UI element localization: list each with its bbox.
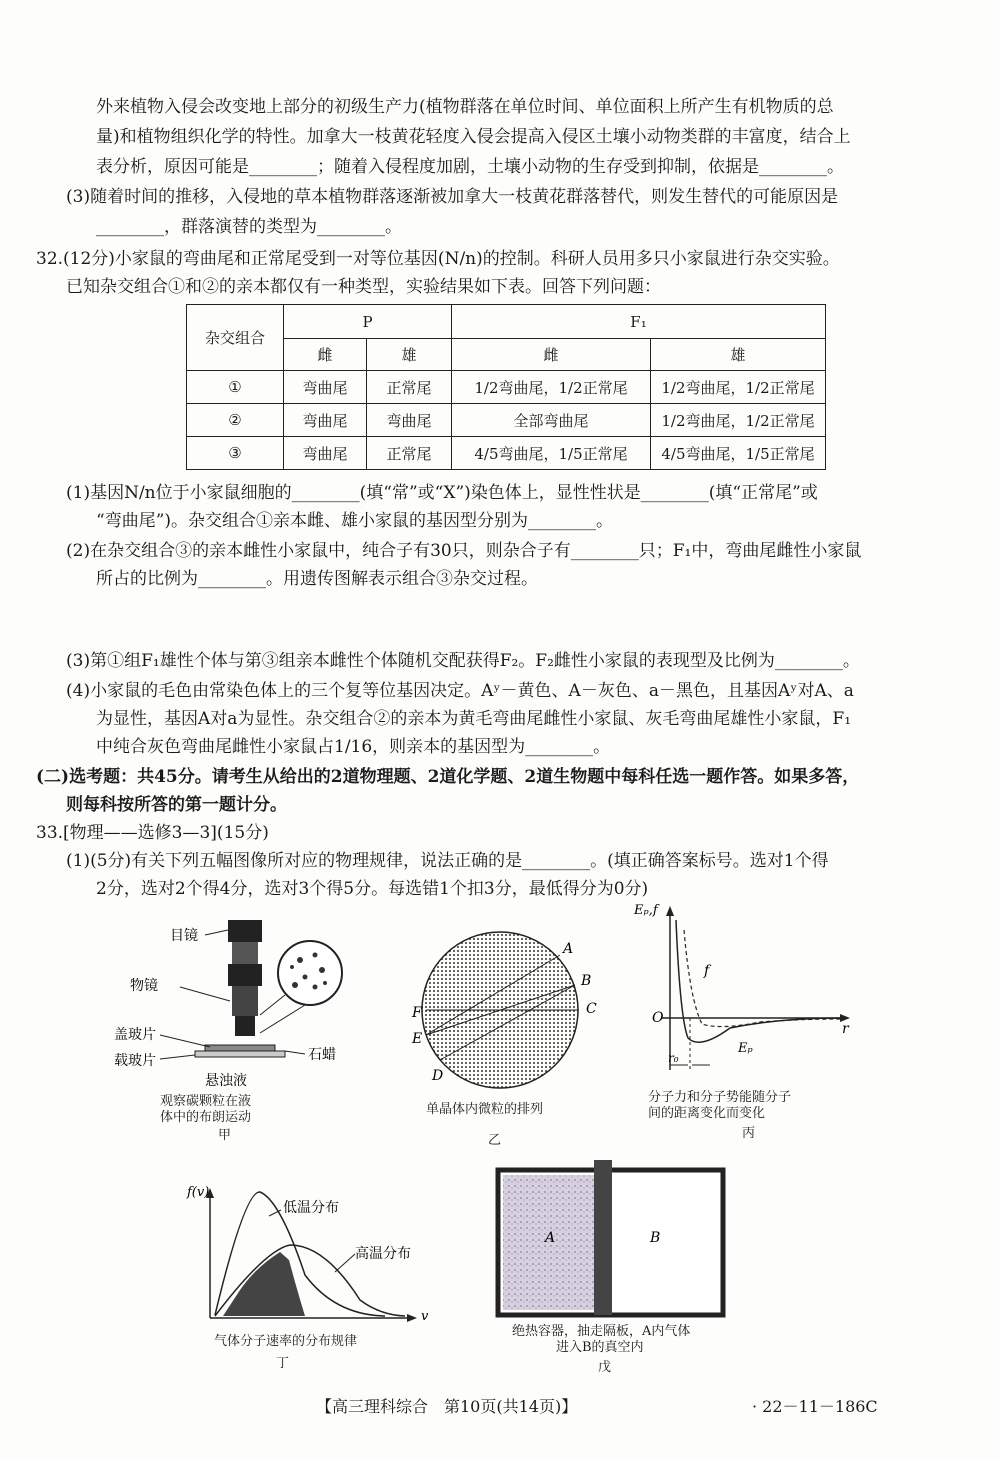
question-33-heading: 33.[物理——选修3—3](15分): [36, 823, 269, 843]
cell: 1/2弯曲尾，1/2正常尾: [651, 404, 826, 437]
page-footer: 【高三理科综合 第10页(共14页)】: [316, 1397, 578, 1416]
caption-wu-2: 进入B的真空内: [556, 1340, 644, 1355]
cross-results-table: [186, 304, 826, 470]
text-line: 量)和植物组织化学的特性。加拿大一枝黄花轻度入侵会提高入侵区土壤小动物类群的丰富度，结合上: [96, 127, 851, 147]
text-line: ________，群落演替的类型为________。: [96, 217, 402, 237]
header-f1-female: 雌: [452, 339, 651, 371]
header-f1-male: 雄: [651, 339, 826, 371]
caption-jia-2: 体中的布朗运动: [160, 1110, 252, 1125]
label-chamber-b: B: [650, 1230, 661, 1246]
cell: 1/2弯曲尾，1/2正常尾: [651, 371, 826, 404]
figure-yi-crystal: [400, 925, 600, 1095]
cell: ①: [187, 371, 284, 404]
text-line: “弯曲尾”)。杂交组合①亲本雌、雄小家鼠的基因型分别为________。: [96, 511, 614, 531]
figure-bing-force-curve: [634, 900, 855, 1080]
figure-wu-container: [495, 1160, 735, 1320]
label-high-temp: 高温分布: [355, 1246, 411, 1262]
text-line: (1)(5分)有关下列五幅图像所对应的物理规律，说法正确的是________。(填正确答案标号。选对1个得: [66, 851, 829, 871]
cell: 正常尾: [367, 371, 452, 404]
cell: 弯曲尾: [367, 404, 452, 437]
label-objective: 物镜: [130, 978, 158, 994]
figure-tag-jia: 甲: [218, 1128, 232, 1143]
label-r: r: [842, 1021, 849, 1037]
label-origin: O: [652, 1010, 664, 1026]
text-line: (4)小家鼠的毛色由常染色体上的三个复等位基因决定。Aʸ－黄色、A－灰色、a－黑色，且基因Aʸ对A、a: [66, 681, 854, 701]
figure-tag-yi: 乙: [488, 1133, 502, 1148]
label-fv: f(v): [187, 1185, 210, 1200]
caption-bing-1: 分子力和分子势能随分子: [648, 1090, 792, 1105]
text-line: (3)第①组F₁雄性个体与第③组亲本雌性个体随机交配获得F₂。F₂雌性小家鼠的表现型及比例为________。: [66, 651, 860, 671]
cell: 1/2弯曲尾，1/2正常尾: [452, 371, 651, 404]
page-code: · 22－11－186C: [752, 1397, 878, 1416]
label-low-temp: 低温分布: [283, 1200, 339, 1216]
figure-jia-microscope: [110, 915, 370, 1090]
header-group: 杂交组合: [187, 305, 284, 371]
label-wax: 石蜡: [308, 1047, 336, 1063]
label-d: D: [432, 1068, 444, 1084]
figure-tag-bing: 丙: [742, 1126, 756, 1141]
label-a: A: [563, 941, 574, 957]
cell: 弯曲尾: [284, 371, 367, 404]
label-c: C: [586, 1001, 597, 1017]
table-row: [187, 404, 826, 437]
cell: 4/5弯曲尾，1/5正常尾: [452, 437, 651, 470]
label-chamber-a: A: [545, 1230, 556, 1246]
cell: ②: [187, 404, 284, 437]
text-line: (2)在杂交组合③的亲本雌性小家鼠中，纯合子有30只，则杂合子有________只；F₁中，弯曲尾雌性小家鼠: [66, 541, 862, 561]
figure-tag-ding: 丁: [276, 1356, 290, 1371]
header-f1: F₁: [452, 305, 826, 339]
cell: 正常尾: [367, 437, 452, 470]
label-f: F: [412, 1005, 422, 1021]
text-line: 则每科按所答的第一题计分。: [66, 795, 287, 815]
label-v: v: [421, 1309, 429, 1324]
figure-ding-speed-distribution: [185, 1180, 435, 1325]
label-suspension: 悬浊液: [205, 1073, 247, 1089]
label-axis-ep-f: Eₚ,f: [634, 903, 658, 918]
header-p-female: 雌: [284, 339, 367, 371]
label-e: E: [412, 1031, 423, 1047]
figure-tag-wu: 戊: [598, 1360, 612, 1375]
table-row: [187, 371, 826, 404]
label-b: B: [581, 973, 592, 989]
label-ep-curve: Eₚ: [738, 1041, 753, 1056]
text-line: 为显性，基因A对a为显性。杂交组合②的亲本为黄毛弯曲尾雌性小家鼠、灰毛弯曲尾雄性小家鼠，F₁: [96, 709, 852, 729]
header-p: P: [284, 305, 452, 339]
caption-ding: 气体分子速率的分布规律: [214, 1334, 358, 1349]
label-cover-glass: 盖玻片: [114, 1027, 156, 1043]
text-line: (3)随着时间的推移，入侵地的草本植物群落逐渐被加拿大一枝黄花群落替代，则发生替代的可能原因是: [66, 187, 839, 207]
text-line: 中纯合灰色弯曲尾雌性小家鼠占1/16，则亲本的基因型为________。: [96, 737, 611, 757]
section-heading: (二)选考题：共45分。请考生从给出的2道物理题、2道化学题、2道生物题中每科任选一题作答。如果多答，: [36, 767, 860, 787]
text-line: (1)基因N/n位于小家鼠细胞的________(填“常”或“X”)染色体上，显性性状是________(填“正常尾”或: [66, 483, 818, 503]
cell: 全部弯曲尾: [452, 404, 651, 437]
label-r0: r₀: [668, 1051, 679, 1065]
table-row: [187, 437, 826, 470]
cell: 弯曲尾: [284, 404, 367, 437]
caption-wu-1: 绝热容器，抽走隔板，A内气体: [512, 1324, 691, 1339]
cell: 4/5弯曲尾，1/5正常尾: [651, 437, 826, 470]
label-f-curve: f: [704, 963, 710, 979]
caption-bing-2: 间的距离变化而变化: [648, 1106, 766, 1121]
text-line: 已知杂交组合①和②的亲本都仅有一种类型，实验结果如下表。回答下列问题：: [66, 277, 661, 297]
cell: 弯曲尾: [284, 437, 367, 470]
text-line: 2分，选对2个得4分，选对3个得5分。每选错1个扣3分，最低得分为0分): [96, 879, 649, 899]
cell: ③: [187, 437, 284, 470]
caption-jia-1: 观察碳颗粒在液: [160, 1094, 252, 1109]
text-line: 外来植物入侵会改变地上部分的初级生产力(植物群落在单位时间、单位面积上所产生有机物质的总: [96, 97, 834, 117]
label-slide: 载玻片: [114, 1053, 156, 1069]
text-line: 所占的比例为________。用遗传图解表示组合③杂交过程。: [96, 569, 538, 589]
header-p-male: 雄: [367, 339, 452, 371]
caption-yi: 单晶体内微粒的排列: [426, 1102, 544, 1117]
text-line: 表分析，原因可能是________；随着入侵程度加剧，土壤小动物的生存受到抑制，依据是________。: [96, 157, 844, 177]
question-32-intro: 32.(12分)小家鼠的弯曲尾和正常尾受到一对等位基因(N/n)的控制。科研人员用多只小家鼠进行杂交实验。: [36, 249, 840, 269]
label-eyepiece: 目镜: [170, 928, 198, 944]
